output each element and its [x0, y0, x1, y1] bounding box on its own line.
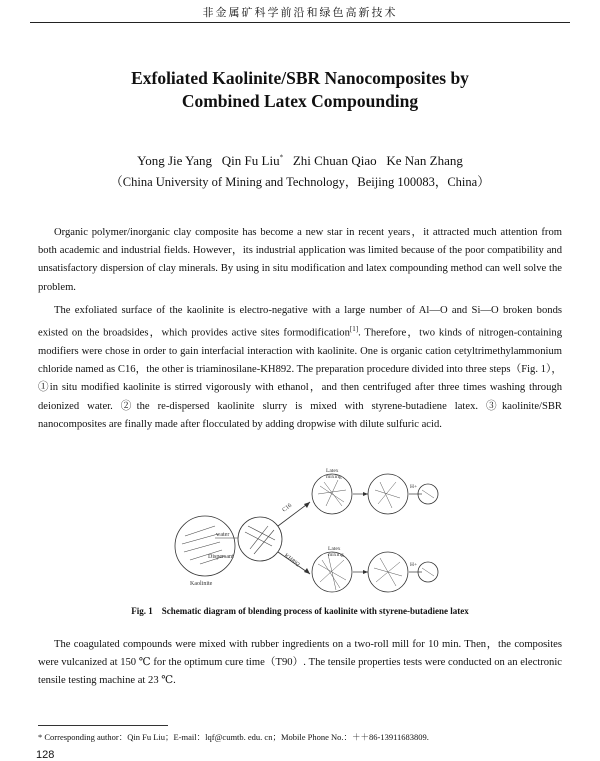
figure-caption-text: Schematic diagram of blending process of kaolinite with styrene-butadiene latex — [161, 606, 469, 616]
body-paragraph-1 — [38, 224, 562, 297]
latex-mixing-bottom-label: Latex mixing — [328, 546, 344, 558]
author-name: Ke Nan Zhang — [386, 153, 463, 168]
footnote-rule — [38, 725, 168, 726]
figure-caption — [30, 606, 570, 616]
c16-label: C16 — [281, 502, 294, 514]
h-plus-top-label: H+ — [410, 484, 418, 490]
paragraph-text-a: The exfoliated surface of the kaolinite is electro-negative with a large number of Al—O and Si—O broken bonds existed on the broadsides，which provides active sites formodification — [38, 305, 562, 339]
kaolinite-label: Kaolinite — [190, 581, 213, 587]
author-list — [60, 153, 540, 169]
dispersant-label: Dispersant — [208, 554, 234, 560]
author-name: Yong Jie Yang — [137, 153, 213, 168]
latex-mixing-top-label: Latex mixing — [326, 468, 342, 480]
corresponding-mark: * — [279, 153, 284, 162]
kh892-label: KH892 — [282, 552, 301, 569]
paragraph-text — [38, 302, 562, 434]
footnote: * Corresponding author：Qin Fu Liu；E-mail：lqf@cumtb. edu. cn；Mobile Phone No.：＋＋86-13911683809. — [38, 732, 429, 742]
body-paragraph-3 — [38, 636, 562, 691]
paper-title-line-1: Exfoliated Kaolinite/SBR Nanocomposites by — [131, 68, 469, 88]
h-plus-bottom-label: H+ — [410, 562, 418, 568]
paragraph-text: The coagulated compounds were mixed with rubber ingredients on a two-roll mill for 10 min. Then，the composites were vulcanized at 150 ℃ for the optimum cure time（T90）. The tensile properties tests were conducted on an electronic tensile testing machine at 23 ℃. — [38, 639, 562, 687]
running-header: 非金属矿科学前沿和绿色高新技术 — [202, 6, 398, 19]
paragraph-text: Organic polymer/inorganic clay composite has become a new star in recent years，it attracted much attention from both academic and industrial fields. However，its industrial application was limited because of the poor compatibility and unsatisfactory dispersion of clay minerals. By using in situ modification and latex compounding method can well solve the problem. — [38, 227, 562, 293]
water-label: water — [216, 532, 230, 538]
paragraph-text-b: . Therefore，two kinds of nitrogen-containing modifiers were chose in order to gain interfacial interaction with kaolinite. One is organic cation cetyltrimethylammonium chloride named as C16，the other is triaminosilane-KH892. The preparation procedure divided into three steps（Fig. 1），①in situ modified kaolinite is stirred vigorously with ethanol，and then centrifuged after three times washing through deionized water. ②the re-dispersed kaolinite slurry is mixed with styrene-butadiene latex. ③kaolinite/SBR nanocomposites are finally made after flocculated by adding dropwise with dilute sulfuric acid. — [38, 327, 562, 430]
author-name: Qin Fu Liu — [221, 153, 280, 168]
page-number: 128 — [36, 749, 55, 761]
modified-kaolinite-circle — [238, 517, 282, 561]
header-rule — [30, 22, 570, 23]
paper-title-line-2: Combined Latex Compounding — [181, 91, 419, 111]
figure-label: Fig. 1 — [131, 606, 153, 616]
schematic-figure — [160, 464, 440, 599]
body-paragraph-2 — [38, 302, 562, 434]
affiliation: （China University of Mining and Technology，Beijing 100083，China） — [110, 175, 490, 189]
author-name: Zhi Chuan Qiao — [292, 153, 377, 168]
citation-ref: [1] — [349, 325, 359, 334]
